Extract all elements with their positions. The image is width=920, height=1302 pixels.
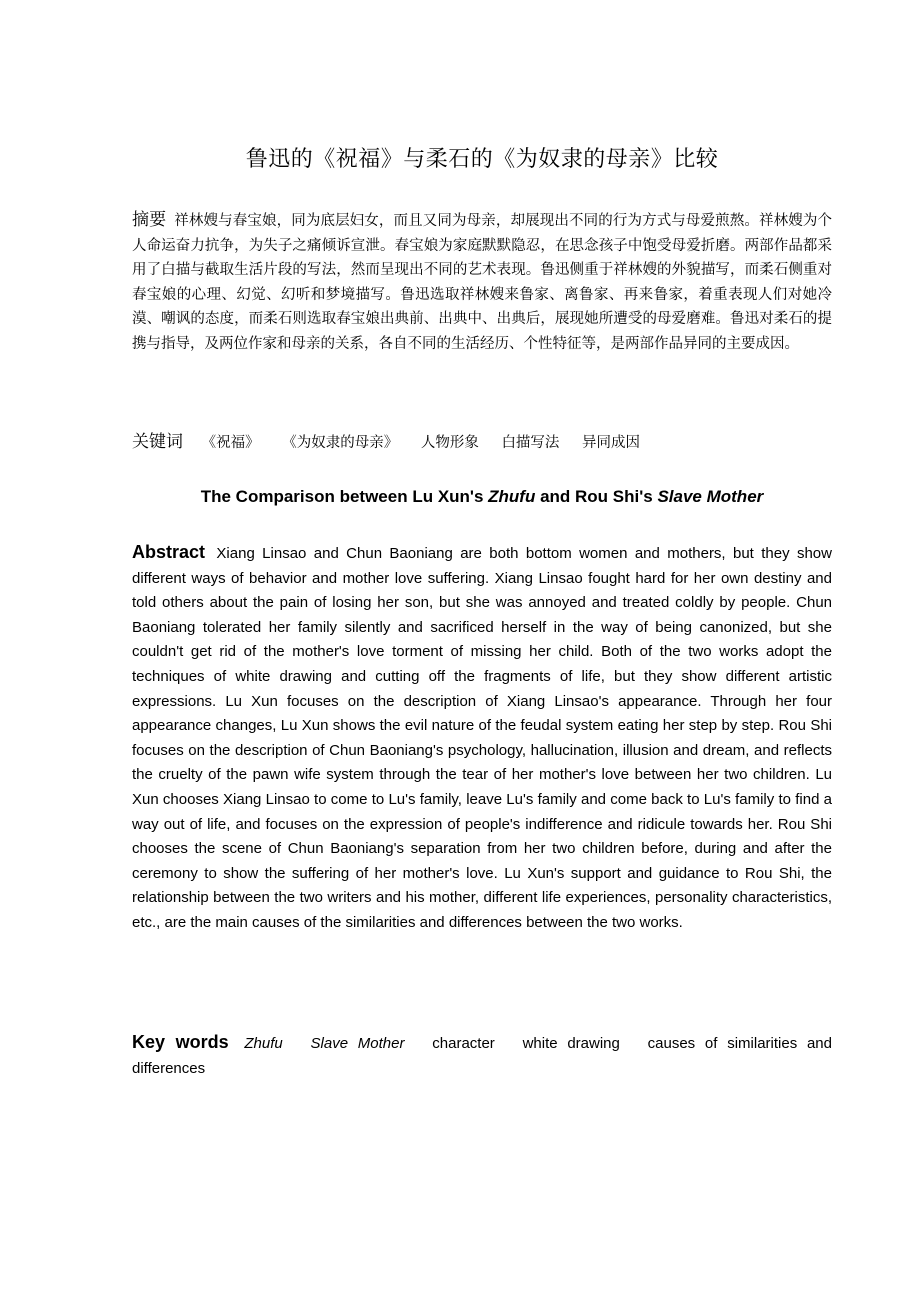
- english-keyword: white drawing: [522, 1035, 620, 1052]
- chinese-keyword: 人物形象: [420, 435, 479, 451]
- chinese-keyword: 白描写法: [501, 435, 560, 451]
- english-keyword: Slave Mother: [310, 1035, 405, 1052]
- chinese-keyword: 异同成因: [582, 435, 641, 451]
- chinese-keywords: [132, 428, 832, 457]
- english-title-part: The Comparison between Lu Xun's: [200, 487, 489, 506]
- chinese-keywords-label: 关键词: [132, 432, 183, 452]
- english-abstract: [132, 540, 832, 936]
- chinese-keyword: 《祝福》: [201, 435, 260, 451]
- chinese-abstract-label: 摘要: [132, 210, 167, 230]
- english-title-work: Slave Mother: [657, 487, 764, 506]
- chinese-title: 鲁迅的《祝福》与柔石的《为奴隶的母亲》比较: [245, 147, 719, 172]
- english-abstract-text: Xiang Linsao and Chun Baoniang are both bottom women and mothers, but they show different ways of behavior and mother love suffering. Xiang Linsao fought hard for her own destiny and told others about the pain of losing her son, but she was annoyed and treated coldly by people. Chun Baoniang tolerated her family silently and sacrificed herself in the way of being canonized, but she couldn't get rid of the mother's love torment of missing her child. Both of the two works adopt the techniques of white drawing and cutting off the fragments of life, but they show different artistic expressions. Lu Xun focuses on the description of Xiang Linsao's appearance. Through her four appearance changes, Lu Xun shows the evil nature of the feudal system eating her step by step. Rou Shi focuses on the description of Chun Baoniang's psychology, hallucination, illusion and dream, and reflects the cruelty of the pawn wife system through the tear of her mother's love between her two children. Lu Xun chooses Xiang Linsao to come to Lu's family, leave Lu's family and come back to Lu's family to find a way out of life, and focuses on the expression of people's indifference and ridicule towards her. Rou Shi chooses the scene of Chun Baoniang's separation from her two children before, during and after the ceremony to show the suffering of her mother's love. Lu Xun's support and guidance to Rou Shi, the relationship between the two writers and his mother, different life experiences, personality characteristics, etc., are the main causes of the similarities and differences between the two works.: [132, 545, 832, 931]
- chinese-abstract: [132, 208, 832, 357]
- english-title-part: and Rou Shi's: [535, 487, 658, 506]
- english-keywords: [132, 1030, 832, 1081]
- english-abstract-label: Abstract: [132, 542, 206, 562]
- english-keyword: Zhufu: [244, 1035, 283, 1052]
- english-title: [132, 484, 832, 510]
- chinese-keyword: 《为奴隶的母亲》: [282, 435, 399, 451]
- chinese-abstract-text: 祥林嫂与春宝娘，同为底层妇女，而且又同为母亲，却展现出不同的行为方式与母爱煎熬。祥林嫂为个人命运奋力抗争，为失子之痛倾诉宣泄。春宝娘为家庭默默隐忍，在思念孩子中饱受母爱折磨。两部作品都采用了白描与截取生活片段的写法，然而呈现出不同的艺术表现。鲁迅侧重于祥林嫂的外貌描写，而柔石侧重对春宝娘的心理、幻觉、幻听和梦境描写。鲁迅选取祥林嫂来鲁家、离鲁家、再来鲁家，着重表现人们对她冷漠、嘲讽的态度，而柔石则选取春宝娘出典前、出典中、出典后，展现她所遭受的母爱磨难。鲁迅对柔石的提携与指导，及两位作家和母亲的关系，各自不同的生活经历、个性特征等，是两部作品异同的主要成因。: [132, 213, 833, 352]
- english-keywords-label: Key words: [132, 1032, 229, 1052]
- english-keyword: character: [432, 1035, 495, 1052]
- english-title-work: Zhufu: [488, 487, 536, 506]
- english-keyword: causes of similarities and differences: [132, 1035, 832, 1077]
